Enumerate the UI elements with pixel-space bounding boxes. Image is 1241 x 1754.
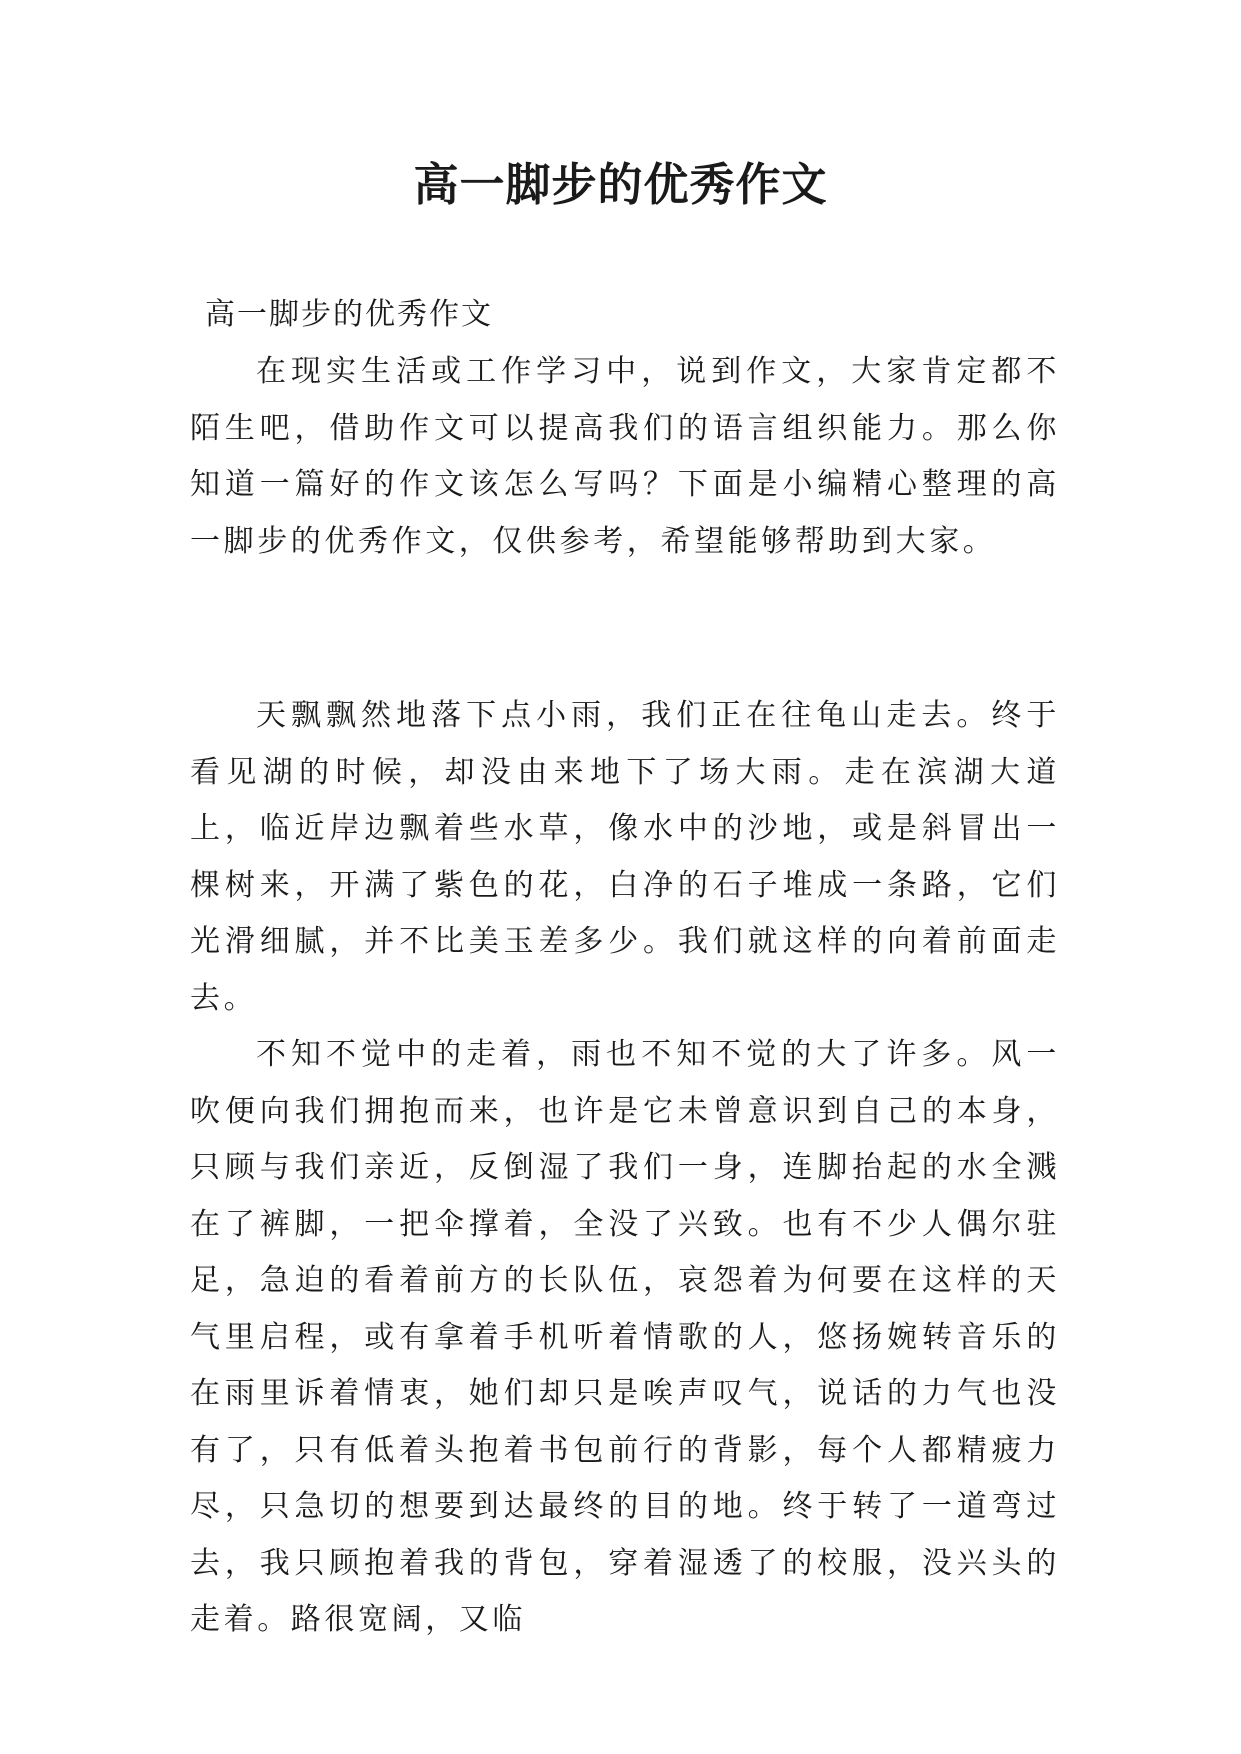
intro-section (190, 344, 1060, 570)
document-title: 高一脚步的优秀作文 (413, 158, 828, 211)
intro-paragraph: 在现实生活或工作学习中，说到作文，大家肯定都不陌生吧，借助作文可以提高我们的语言组织能力。那么你知道一篇好的作文该怎么写吗？下面是小编精心整理的高一脚步的优秀作文，仅供参考，希望能够帮助到大家。 (190, 354, 1060, 559)
essay-paragraph-2: 不知不觉中的走着，雨也不知不觉的大了许多。风一吹便向我们拥抱而来，也许是它未曾意识到自己的本身，只顾与我们亲近，反倒湿了我们一身，连脚抬起的水全溅在了裤脚，一把伞撑着，全没了兴致。也有不少人偶尔驻足，急迫的看着前方的长队伍，哀怨着为何要在这样的天气里启程，或有拿着手机听着情歌的人，悠扬婉转音乐的在雨里诉着情衷，她们却只是唉声叹气，说话的力气也没有了，只有低着头抱着书包前行的背影，每个人都精疲力尽，只急切的想要到达最终的目的地。终于转了一道弯过去，我只顾抱着我的背包，穿着湿透了的校服，没兴头的走着。路很宽阔，又临 (190, 1037, 1060, 1637)
document-subtitle: 高一脚步的优秀作文 (205, 297, 493, 332)
essay-body (190, 688, 1060, 1649)
essay-paragraph-1: 天飘飘然地落下点小雨，我们正在往龟山走去。终于看见湖的时候，却没由来地下了场大雨。走在滨湖大道上，临近岸边飘着些水草，像水中的沙地，或是斜冒出一棵树来，开满了紫色的花，白净的石子堆成一条路，它们光滑细腻，并不比美玉差多少。我们就这样的向着前面走去。 (190, 698, 1060, 1016)
